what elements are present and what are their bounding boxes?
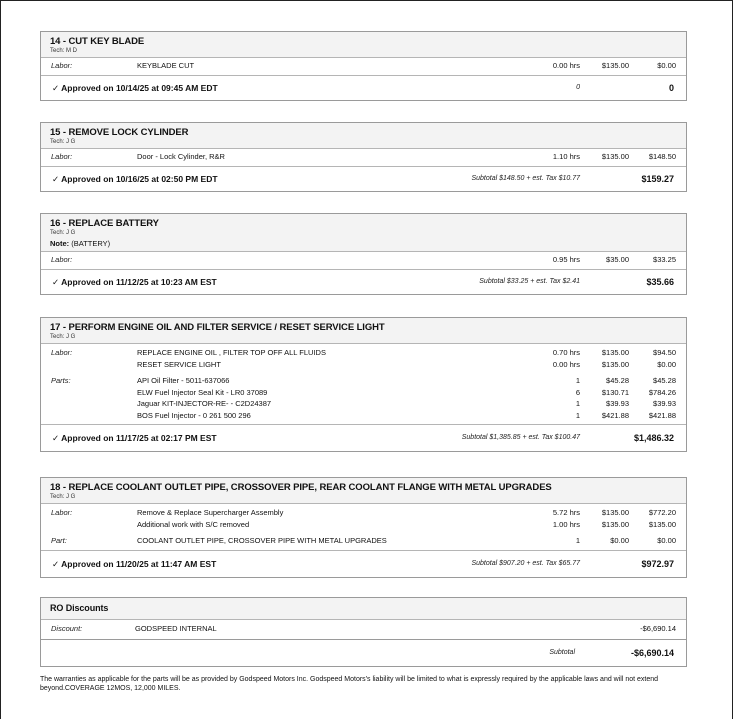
job-tech: Tech: J G	[50, 139, 76, 145]
line-rate: $135.00	[601, 359, 629, 369]
line-qty: 0.70 hrs	[552, 348, 580, 357]
line-rate: $135.00	[601, 348, 629, 357]
job-subtotal: 0	[576, 83, 580, 91]
line-amount: $0.00	[657, 359, 676, 369]
line-desc: REPLACE ENGINE OIL , FILTER TOP OFF ALL FLUIDS	[137, 348, 326, 357]
job-section	[40, 317, 687, 452]
line-type: Discount:	[51, 624, 83, 633]
job-total: $1,486.32	[633, 433, 674, 443]
line-amount: $772.20	[648, 508, 676, 517]
line-qty: 0.95 hrs	[552, 255, 580, 264]
discounts-header	[41, 598, 686, 619]
line-type: Part:	[51, 536, 67, 545]
line-item	[41, 387, 686, 399]
job-header	[41, 318, 686, 343]
line-amount: $33.25	[653, 255, 676, 264]
line-item	[41, 519, 686, 531]
job-header	[41, 32, 686, 57]
line-desc: API Oil Filter - 5011-637066	[137, 376, 230, 385]
line-desc: Remove & Replace Supercharger Assembly	[137, 508, 284, 517]
line-desc: GODSPEED INTERNAL	[135, 624, 217, 633]
line-desc: BOS Fuel Injector - 0 261 500 296	[137, 410, 251, 420]
line-rate: $39.93	[606, 399, 629, 408]
line-amount: $135.00	[648, 520, 676, 529]
job-section	[40, 31, 687, 101]
approval-status: ✓ Approved on 10/16/25 at 02:50 PM EDT	[52, 173, 218, 184]
job-section	[40, 477, 687, 578]
line-item	[41, 507, 686, 519]
line-amount: $0.00	[657, 61, 676, 70]
job-subtotal: Subtotal $907.20 + est. Tax $65.77	[471, 560, 580, 567]
line-rate: $130.71	[601, 387, 629, 397]
line-type: Labor:	[51, 152, 73, 161]
line-qty: 6	[575, 387, 580, 397]
line-item	[41, 375, 686, 387]
job-subtotal: Subtotal $1,385.85 + est. Tax $100.47	[461, 434, 580, 441]
line-rate: $35.00	[606, 255, 629, 264]
note-value: (BATTERY)	[69, 239, 111, 248]
line-rate: $135.00	[601, 61, 629, 70]
job-lines	[41, 251, 686, 269]
line-type: Labor:	[51, 255, 73, 264]
line-item	[41, 151, 686, 164]
line-rate: $135.00	[601, 520, 629, 529]
approval-status: ✓ Approved on 11/12/25 at 10:23 AM EST	[52, 276, 217, 287]
discounts-title: RO Discounts	[50, 603, 109, 613]
line-qty: 0.00 hrs	[552, 61, 580, 70]
line-item	[41, 254, 686, 267]
job-footer	[41, 424, 686, 451]
note-label: Note:	[50, 239, 70, 248]
job-total: 0	[668, 82, 674, 93]
line-item	[41, 398, 686, 410]
line-desc: COOLANT OUTLET PIPE, CROSSOVER PIPE WITH METAL UPGRADES	[137, 536, 387, 545]
job-note	[50, 239, 677, 248]
job-title: 16 - REPLACE BATTERY	[50, 218, 159, 229]
line-qty: 1	[575, 410, 580, 420]
job-footer	[41, 269, 686, 294]
line-rate: $135.00	[601, 508, 629, 517]
job-lines	[41, 503, 686, 550]
approval-status: ✓ Approved on 11/17/25 at 02:17 PM EST	[52, 433, 217, 443]
job-total: $972.97	[641, 559, 674, 569]
job-section	[40, 213, 687, 295]
job-footer	[41, 166, 686, 191]
job-section	[40, 122, 687, 192]
line-qty: 1	[575, 536, 580, 545]
line-item	[41, 535, 686, 547]
job-total: $159.27	[641, 173, 674, 184]
line-rate: $0.00	[610, 536, 629, 545]
line-desc: KEYBLADE CUT	[137, 61, 195, 70]
discounts-subtotal-amount: -$6,690.14	[630, 648, 674, 658]
line-amount: $148.50	[648, 152, 676, 161]
line-type: Labor:	[51, 508, 73, 517]
line-amount: $421.88	[648, 410, 676, 420]
job-total: $35.66	[646, 276, 674, 287]
line-type: Labor:	[51, 61, 73, 70]
line-rate: $421.88	[601, 410, 629, 420]
line-desc: Door - Lock Cylinder, R&R	[137, 152, 225, 161]
discounts-footer	[41, 639, 686, 666]
approval-status: ✓ Approved on 11/20/25 at 11:47 AM EST	[52, 559, 217, 569]
line-desc: ELW Fuel Injector Seal Kit - LR0 37089	[137, 387, 268, 397]
job-title: 17 - PERFORM ENGINE OIL AND FILTER SERVICE / RESET SERVICE LIGHT	[50, 322, 385, 333]
job-title: 14 - CUT KEY BLADE	[50, 36, 145, 47]
discount-line	[41, 622, 686, 636]
warranty-text: The warranties as applicable for the parts will be as provided by Godspeed Motors Inc. Godspeed Motors's liability will be limited to what is expressly required by the applicable laws and will not extend beyond.COVERAGE 12MOS, 12,000 MILES.	[40, 676, 659, 692]
job-title: 18 - REPLACE COOLANT OUTLET PIPE, CROSSOVER PIPE, REAR COOLANT FLANGE WITH METAL UPGRADES	[50, 482, 552, 493]
discounts-section	[40, 597, 687, 667]
line-amount: $0.00	[657, 536, 676, 545]
approval-status: ✓ Approved on 10/14/25 at 09:45 AM EDT	[52, 82, 218, 93]
job-tech: Tech: J G	[50, 494, 76, 500]
job-footer	[41, 75, 686, 100]
discounts-subtotal-label: Subtotal	[549, 649, 575, 656]
line-qty: 5.72 hrs	[552, 508, 580, 517]
job-tech: Tech: J G	[50, 334, 76, 340]
job-tech: Tech: M D	[50, 48, 78, 54]
line-rate: $45.28	[606, 376, 629, 385]
line-desc: RESET SERVICE LIGHT	[137, 359, 221, 369]
job-lines	[41, 343, 686, 424]
line-desc: Additional work with S/C removed	[137, 520, 250, 529]
job-header	[41, 478, 686, 503]
job-subtotal: Subtotal $148.50 + est. Tax $10.77	[471, 174, 580, 182]
job-footer	[41, 550, 686, 577]
line-type: Labor:	[51, 348, 73, 357]
line-amount: $784.26	[648, 387, 676, 397]
line-desc: Jaguar KIT-INJECTOR-RE- - C2D24387	[137, 399, 272, 408]
job-header	[41, 214, 686, 251]
job-lines	[41, 57, 686, 75]
line-amount: $39.93	[653, 399, 676, 408]
job-title: 15 - REMOVE LOCK CYLINDER	[50, 127, 189, 138]
line-qty: 1.00 hrs	[552, 520, 580, 529]
job-lines	[41, 148, 686, 166]
line-item	[41, 410, 686, 422]
job-tech: Tech: J G	[50, 230, 76, 236]
line-amount: $94.50	[653, 348, 676, 357]
line-qty: 0.00 hrs	[552, 359, 580, 369]
line-qty: 1	[575, 399, 580, 408]
line-item	[41, 359, 686, 371]
line-amount: -$6,690.14	[640, 624, 676, 633]
line-amount: $45.28	[653, 376, 676, 385]
line-rate: $135.00	[601, 152, 629, 161]
line-qty: 1	[575, 376, 580, 385]
job-subtotal: Subtotal $33.25 + est. Tax $2.41	[479, 277, 580, 285]
job-header	[41, 123, 686, 148]
line-item	[41, 347, 686, 359]
line-qty: 1.10 hrs	[552, 152, 580, 161]
line-type: Parts:	[51, 376, 71, 385]
line-item	[41, 60, 686, 73]
discount-lines	[41, 619, 686, 639]
